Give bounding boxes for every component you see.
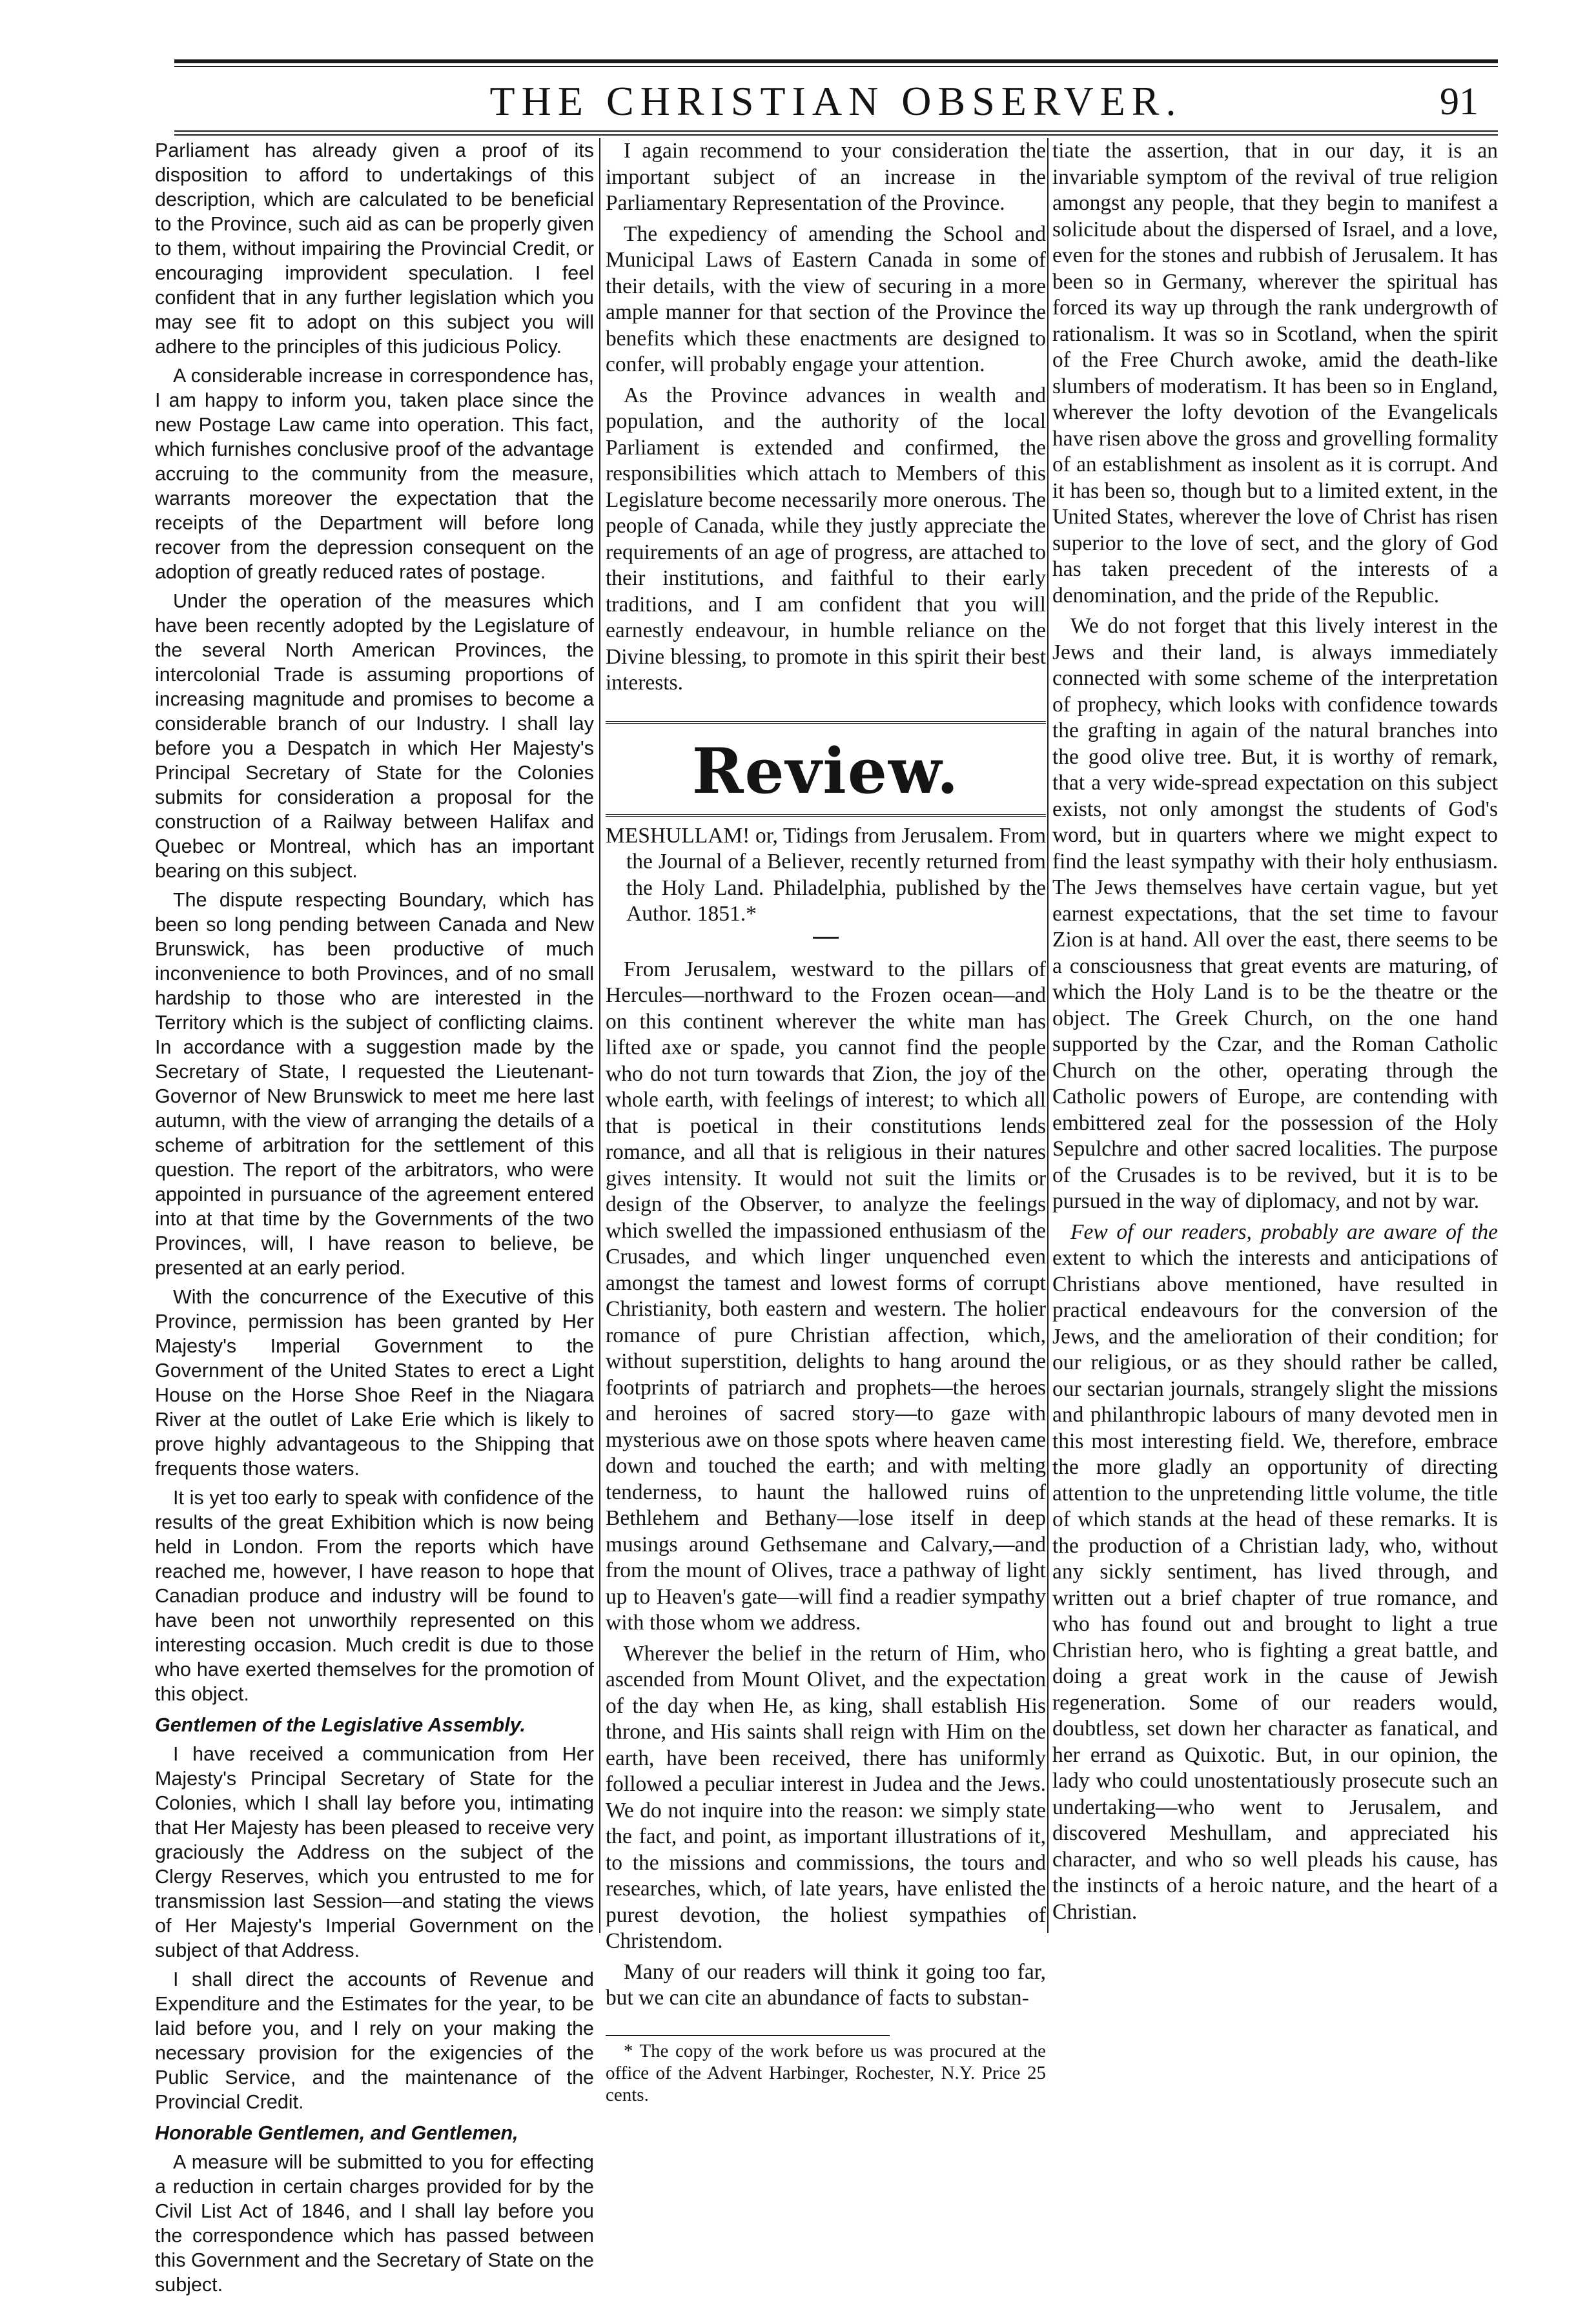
paragraph: A measure will be submitted to you for effecting a reduction in certain charges provided for by the Civil List Act of 1846, and I shall lay before you the correspondence which has passed between this Government and the Secretary of State on the subject.: [155, 2151, 594, 2296]
section-heading: Honorable Gentlemen, and Gentlemen,: [155, 2122, 518, 2144]
paragraph: The dispute respecting Boundary, which has been so long pending between Canada and New Brunswick, has been productive of much inconvenience to both Provinces, and of no small hardship to those who are interested in the Territory which is the subject of conflicting claims. In accordance with a suggestion made by the Secretary of State, I requested the Lieutenant-Governor of New Brunswick to meet me here last autumn, with the view of arranging the details of a scheme of arbitration for the settlement of this question. The report of the arbitrators, who were appointed in pursuance of the agreement entered into at that time by the Governments of the two Provinces, will, I have reason to believe, be presented at an early period.: [155, 889, 594, 1279]
footnote-rule: [606, 2035, 890, 2036]
paragraph: A considerable increase in correspondence has, I am happy to inform you, taken place since the new Postage Law came into operation. This fact, which furnishes conclusive proof of the advantage accruing to the community from the measure, warrants moreover the expectation that the receipts of the Department will before long recover from the depression consequent on the adoption of greatly reduced rates of postage.: [155, 365, 594, 583]
column-1: [155, 138, 594, 2297]
publication-title: THE CHRISTIAN OBSERVER.: [489, 78, 1183, 124]
column-3: [1052, 138, 1498, 1925]
paragraph: Parliament has already given a proof of its disposition to afford to undertakings of this description, which are calculated to be beneficial to the Province, such aid as can be properly given to them, without impairing the Provincial Credit, or encouraging improvident speculation. I feel confident that in any further legislation which you may see fit to adopt on this subject you will adhere to the principles of this judicious Policy.: [155, 139, 594, 358]
paragraph-text: extent to which the interests and anticipations of Christians above mentioned, have resulted in practical endeavours for the conversion of the Jews, and the amelioration of their condition; for our religious, or as they should rather be called, our sectarian journals, strangely slight the missions and philanthropic labours of many devoted men in this most interesting field. We, therefore, embrace the more gladly an opportunity of directing attention to the unpretending little volume, the title of which stands at the head of these remarks. It is the production of a Christian lady, who, without any sickly sentiment, has lived through, and written out a brief chapter of true romance, and who has found out and brought to light a true Christian hero, who is fighting a great battle, and doing a great work in the cause of Jewish regeneration. Some of our readers would, doubtless, set down her character as fanatical, and her errand as Quixotic. But, in our opinion, the lady who could unostentatiously prosecute such an undertaking—who went to Jerusalem, and discovered Meshullam, and appreciated his character, and who so well pleads his cause, has the instincts of a heroic nature, and the heart of a Christian.: [1052, 1246, 1498, 1924]
paragraph: I again recommend to your consideration the important subject of an increase in the Parliamentary Representation of the Province.: [606, 139, 1046, 215]
section-rule: [606, 721, 1046, 724]
column-2: [606, 138, 1046, 2106]
paragraph: It is yet too early to speak with confidence of the results of the great Exhibition which is now being held in London. From the reports which have reached me, however, I have reason to hope that Canadian produce and industry will be found to have been not unworthily represented on this interesting occasion. Much credit is due to those who have exerted themselves for the promotion of this object.: [155, 1487, 594, 1705]
paragraph: Wherever the belief in the return of Him, who ascended from Mount Olivet, and the expectation of the day when He, as king, shall establish His throne, and His saints shall reign with Him on the earth, have been received, there has uniformly followed a peculiar interest in Judea and the Jews. We do not inquire into the reason: we simply state the fact, and point, as important illustrations of it, to the missions and commissions, the tours and researches, which, of late years, have enlisted the purest devotion, the holiest sympathies of Christendom.: [606, 1641, 1046, 1953]
top-rule: [174, 59, 1498, 63]
masthead-rule: [174, 130, 1498, 136]
page-number: 91: [1440, 80, 1478, 123]
column-divider-1: [599, 138, 600, 1933]
paragraph: With the concurrence of the Executive of this Province, permission has been granted by Her Majesty's Imperial Government to the Government of the United States to erect a Light House on the Horse Shoe Reef in the Niagara River at the outlet of Lake Erie which is likely to prove highly advantageous to the Shipping that frequents those waters.: [155, 1286, 594, 1480]
masthead: [174, 72, 1498, 130]
paragraph: I have received a communication from Her Majesty's Principal Secretary of State for the Colonies, which I shall lay before you, intimating that Her Majesty has been pleased to receive very graciously the Address on the subject of the Clergy Reserves, which you entrusted to me for transmission last Session—and stating the views of Her Majesty's Imperial Government on the subject of that Address.: [155, 1743, 594, 1961]
paragraph: From Jerusalem, westward to the pillars of Hercules—northward to the Frozen ocean—and on this continent wherever the white man has lifted axe or spade, you cannot find the people who do not turn towards that Zion, the joy of the whole earth, with feelings of interest; to which all that is poetical in their constitutions lends romance, and all that is religious in their natures gives intensity. It would not suit the limits or design of the Observer, to analyze the feelings which swelled the impassioned enthusiasm of the Crusades, and which linger unquenched even amongst the tamest and lowest forms of corrupt Christianity, both eastern and western. The holier romance of pure Christian affection, which, without superstition, delights to hang around the footprints of patriarch and prophets—the heroes and heroines of sacred story—to gaze with mysterious awe on those spots where heaven came down and touched the earth; and with melting tenderness, to haunt the hallowed ruins of Bethlehem and Bethany—lose itself in deep musings around Gethsemane and Calvary,—and from the mount of Olives, trace a pathway of light up to Heaven's gate—will find a readier sympathy with those whom we address.: [606, 957, 1046, 1635]
paragraph: We do not forget that this lively interest in the Jews and their land, is always immediately connected with some scheme of the interpretation of prophecy, which looks with confidence towards the grafting in again of the natural branches into the good olive tree. But, it is worthy of remark, that a very wide-spread expectation on this subject exists, not only amongst the students of God's word, but in quarters where we might expect to find the least sympathy with their holy enthusiasm. The Jews themselves have certain vague, but yet earnest expectations, that the set time to favour Zion is at hand. All over the east, there seems to be a consciousness that great events are maturing, of which the Holy Land is to be the theatre or the object. The Greek Church, on the one hand supported by the Czar, and the Roman Catholic Church on the other, operating through the Catholic powers of Europe, are contending with embittered zeal for the possession of the Holy Sepulchre and other sacred localities. The purpose of the Crusades is to be revived, but it is to be pursued in the way of diplomacy, and not by war.: [1052, 614, 1498, 1213]
italic-lead: Few of our readers, probably are aware of the: [1070, 1220, 1498, 1244]
book-citation: MESHULLAM! or, Tidings from Jerusalem. From the Journal of a Believer, recently returned from the Holy Land. Philadelphia, published by the Author. 1851.*: [606, 823, 1046, 926]
separator-dash: [813, 937, 839, 939]
review-rule: [606, 814, 1046, 817]
section-heading: Gentlemen of the Legislative Assembly.: [155, 1714, 526, 1736]
paragraph: As the Province advances in wealth and population, and the authority of the local Parliament is extended and confirmed, the responsibilities which attach to Members of this Legislature become necessarily more onerous. The people of Canada, while they justly appreciate the requirements of an age of progress, are attached to their institutions, and faithful to their early traditions, and I am confident that you will earnestly endeavour, in humble reliance on the Divine blessing, to promote in this spirit their best interests.: [606, 383, 1046, 695]
paragraph: [1052, 1220, 1498, 1926]
paragraph: Under the operation of the measures which have been recently adopted by the Legislature of the several North American Provinces, the intercolonial Trade is assuming proportions of increasing magnitude and promises to become a considerable branch of our Industry. I shall lay before you a Despatch in which Her Majesty's Principal Secretary of State for the Colonies submits for consideration a proposal for the construction of a Railway between Halifax and Quebec or Montreal, which has an important bearing on this subject.: [155, 590, 594, 882]
footnote: * The copy of the work before us was procured at the office of the Advent Harbinger, Rochester, N.Y. Price 25 cents.: [606, 2040, 1046, 2105]
column-divider-2: [1047, 138, 1049, 1933]
paragraph: tiate the assertion, that in our day, it is an invariable symptom of the revival of true religion amongst any people, that they begin to manifest a solicitude about the dispersed of Israel, and a love, even for the stones and rubbish of Jerusalem. It has been so in Germany, wherever the spiritual has forced its way up through the rank undergrowth of rationalism. It was so in Scotland, when the spirit of the Free Church awoke, amid the death-like slumbers of moderatism. It has been so in England, wherever the lofty devotion of the Evangelicals have risen above the gross and grovelling formality of an establishment as insolent as it is corrupt. And it has been so, though but to a limited extent, in the United States, wherever the love of Christ has risen superior to the love of sect, and the glory of God has taken precedent of the interests of a denomination, and the pride of the Republic.: [1052, 139, 1498, 607]
paragraph: The expediency of amending the School and Municipal Laws of Eastern Canada in some of their details, with the view of securing in a more ample manner for that section of the Province the benefits which these enactments are designed to confer, will probably engage your attention.: [606, 221, 1046, 376]
review-heading: Review.: [691, 734, 960, 808]
paragraph: Many of our readers will think it going too far, but we can cite an abundance of facts to substan-: [606, 1959, 1046, 2010]
top-rule-thin: [174, 66, 1498, 67]
paragraph: I shall direct the accounts of Revenue and Expenditure and the Estimates for the year, to be laid before you, and I rely on your making the necessary provision for the exigencies of the Public Service, and the maintenance of the Provincial Credit.: [155, 1968, 594, 2113]
